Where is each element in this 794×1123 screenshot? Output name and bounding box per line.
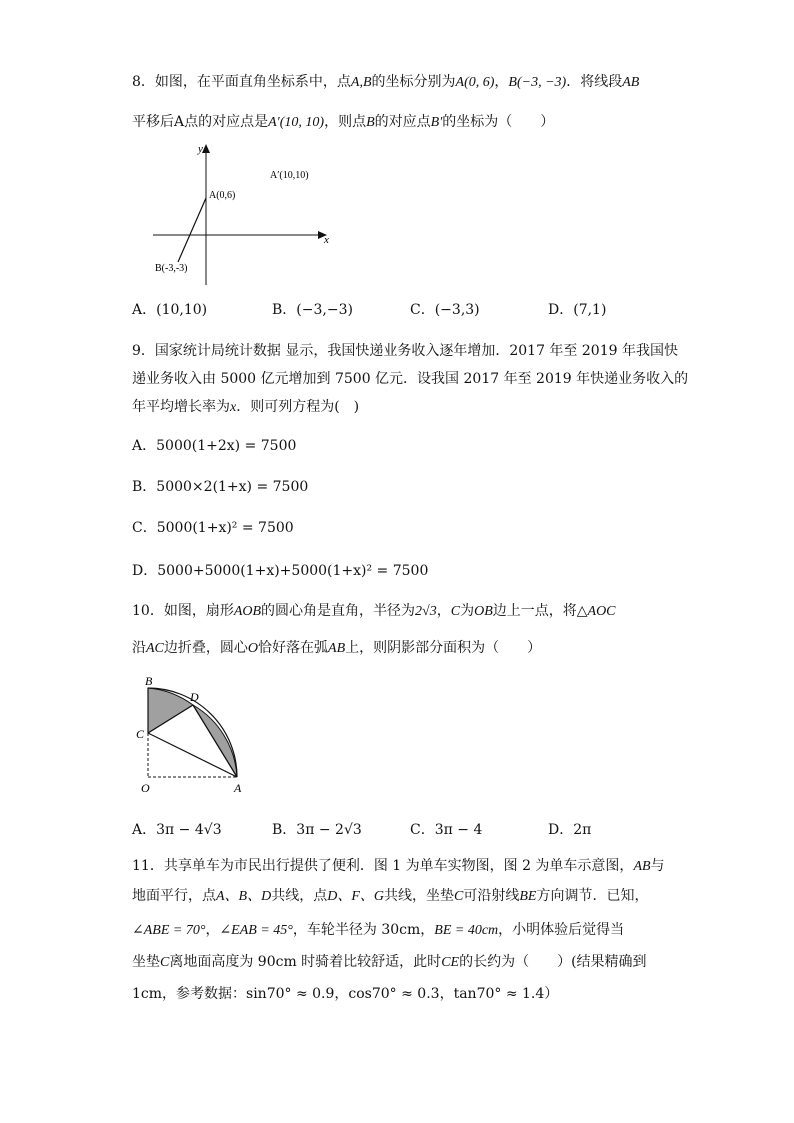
q10-label-D: D (190, 690, 199, 704)
q9-option-d-letter: D． (132, 563, 158, 579)
q10-line1-b: 的圆心角是直角，半径为 (261, 603, 416, 619)
q10-arc-AB: AB (328, 641, 346, 656)
q8-option-b-text: (−3,−3) (296, 302, 353, 318)
q11-line4-c: 的长约为（ ）(结果精确到 (459, 954, 647, 970)
q10-label-O: O (141, 781, 150, 795)
q10-option-d-text: 2π (573, 822, 592, 838)
q8-option-d-text: (7,1) (573, 302, 607, 318)
q8-y-arrow (202, 144, 210, 153)
q8-Aprime-label: A′(10,10) (270, 170, 309, 181)
q8-option-b[interactable] (272, 300, 353, 320)
q8-line2 (132, 112, 554, 133)
q8-points-AB: A,B (350, 75, 372, 90)
q8-line2-a: 平移后A点的对应点是 (132, 114, 269, 130)
q10-line2-c: 恰好落在弧 (258, 640, 329, 656)
q8-option-c-letter: C． (410, 302, 435, 318)
q10-label-A: A (234, 781, 242, 795)
q8-option-d[interactable] (548, 300, 606, 320)
q8-option-a-text: (10,10) (156, 302, 208, 318)
q8-x-label: x (324, 234, 329, 246)
q9-line3-b: ．则可列方程为( ) (236, 399, 360, 415)
q11-angle-EAB: ∠EAB = 45° (219, 923, 293, 938)
q10-line1 (132, 601, 616, 622)
q8-option-d-letter: D． (548, 302, 574, 318)
q10-shaded-region-top (148, 688, 193, 733)
q10-option-a[interactable] (132, 820, 222, 840)
q9-line3 (132, 397, 359, 418)
q10-line1-c: ， (436, 603, 451, 619)
q11-line1 (132, 856, 665, 877)
q9-option-a-letter: A． (132, 438, 157, 454)
q11-line2-e: 方向调节．已知， (536, 888, 649, 904)
q10-option-b-text: 3π − 2√3 (296, 822, 362, 838)
q8-point-Aprime-coord: A′(10, 10) (268, 115, 325, 130)
q11-point-C: C (454, 889, 464, 904)
q11-line5: 1cm，参考数据：sin70° ≈ 0.9，cos70° ≈ 0.3，tan70° ≈ 1.4） (132, 986, 559, 1002)
q9-option-d-text: 5000+5000(1+x)+5000(1+x)² = 7500 (157, 563, 429, 579)
q8-B-label: B(-3,-3) (155, 263, 188, 274)
q8-option-a[interactable] (132, 300, 207, 320)
q10-line2-d: 上，则阴影部分面积为（ ） (345, 640, 542, 656)
q10-side-OB: OB (474, 604, 493, 619)
q11-line2-a: 地面平行，点 (132, 888, 216, 904)
q10-option-a-text: 3π − 4√3 (156, 822, 222, 838)
q8-line2-d: 的坐标为（ ） (442, 114, 555, 130)
q10-option-c-text: 3π − 4 (434, 822, 483, 838)
q8-line2-b: ，则点 (324, 114, 367, 130)
q8-point-A-coord: A(0, 6) (455, 75, 495, 90)
q9-line3-a: 年平均增长率为 (132, 399, 230, 415)
q11-line1-a: 11．共享单车为市民出行提供了便利．图 1 为单车实物图，图 2 为单车示意图， (132, 858, 634, 874)
q10-sector-AOB: AOB (233, 604, 262, 619)
q10-line1-d: 为 (460, 603, 475, 619)
q11-line1-b: 与 (650, 858, 665, 874)
q11-line4-a: 坐垫 (132, 954, 160, 970)
q9-option-c-letter: C． (132, 520, 157, 536)
q8-line1-a: 8．如图，在平面直角坐标系中，点 (132, 74, 351, 90)
q8-option-a-letter: A． (132, 302, 157, 318)
q10-side-AC: AC (146, 641, 164, 656)
q8-line1-sep: ， (494, 74, 509, 90)
q8-coordinate-figure (145, 140, 345, 290)
q10-center-O: O (247, 641, 259, 656)
q11-line3-sep: ， (205, 922, 220, 938)
q10-line2 (132, 638, 541, 659)
q10-sector-figure (132, 668, 262, 800)
q9-option-c-text: 5000(1+x)² = 7500 (156, 520, 294, 536)
q8-line2-c: 的对应点 (374, 114, 431, 130)
q10-radius: 2√3 (415, 604, 437, 619)
q8-line1-c: ．将线段 (566, 74, 623, 90)
q10-option-a-letter: A． (132, 822, 157, 838)
q10-line1-e: 边上一点，将 (492, 603, 577, 619)
q11-segment-AB: AB (633, 859, 651, 874)
q11-line2-c: 共线，坐垫 (384, 888, 454, 904)
q11-line2-b: 共线，点 (271, 888, 328, 904)
q9-line1: 9．国家统计局统计数据 显示，我国快递业务收入逐年增加．2017 年至 2019 年我国快 (132, 343, 678, 359)
q9-option-b-letter: B． (132, 479, 157, 495)
q11-line2-d: 可沿射线 (463, 888, 520, 904)
q10-option-c[interactable] (410, 820, 482, 840)
q8-point-B: B (366, 115, 375, 130)
q11-line3-c: ， (420, 922, 435, 938)
q8-point-B-coord: B(−3, −3) (508, 75, 567, 90)
q9-option-a[interactable] (132, 436, 296, 456)
q8-line1 (132, 72, 639, 93)
q11-points-ABD: A、B、D (216, 889, 272, 904)
q9-option-b-text: 5000×2(1+x) = 7500 (156, 479, 309, 495)
q10-option-c-letter: C． (410, 822, 435, 838)
q11-line3-b: ，车轮半径为 30cm (292, 922, 421, 938)
q10-line2-a: 沿 (132, 640, 146, 656)
q11-length-CE: CE (441, 955, 460, 970)
q11-line3 (132, 920, 624, 941)
q8-line1-b: 的坐标分别为 (371, 74, 456, 90)
q10-line2-b: 边折叠，圆心 (163, 640, 248, 656)
q8-point-Bprime: B′ (430, 115, 443, 130)
q10-label-C: C (136, 727, 145, 741)
q8-option-b-letter: B． (272, 302, 297, 318)
q10-option-b[interactable] (272, 820, 362, 840)
q10-triangle-AOC: △AOC (576, 604, 616, 619)
q8-option-c[interactable] (410, 300, 480, 320)
q11-ray-BE: BE (519, 889, 537, 904)
q8-y-label: y (198, 143, 203, 155)
q10-option-d[interactable] (548, 820, 591, 840)
q8-option-c-text: (−3,3) (434, 302, 480, 318)
q8-segment-line (178, 198, 206, 262)
q10-option-b-letter: B． (272, 822, 297, 838)
q10-option-d-letter: D． (548, 822, 574, 838)
q9-option-b[interactable] (132, 477, 308, 497)
q11-line3-e: ，小明体验后觉得当 (498, 922, 625, 938)
q9-option-d[interactable] (132, 561, 428, 581)
q9-option-a-text: 5000(1+2x) = 7500 (156, 438, 297, 454)
q10-point-C: C (450, 604, 461, 619)
q11-seat-C: C (160, 955, 170, 970)
q11-points-DFG: D、F、G (327, 889, 384, 904)
q11-line4 (132, 952, 647, 973)
q11-angle-ABE: ∠ABE = 70° (132, 923, 206, 938)
q9-variable-x: x (230, 400, 237, 415)
q9-option-c[interactable] (132, 518, 294, 538)
q11-length-BE: BE = 40cm (434, 923, 499, 938)
q11-line4-b: 离地面高度为 90cm 时骑着比较舒适，此时 (169, 954, 442, 970)
q10-line1-a: 10．如图，扇形 (132, 603, 234, 619)
q9-line2: 递业务收入由 5000 亿元增加到 7500 亿元．设我国 2017 年至 2019 年快递业务收入的 (132, 371, 689, 387)
q8-segment-AB: AB (622, 75, 640, 90)
q10-label-B: B (145, 674, 153, 688)
q11-line2 (132, 886, 648, 907)
q8-A-label: A(0,6) (209, 190, 236, 201)
